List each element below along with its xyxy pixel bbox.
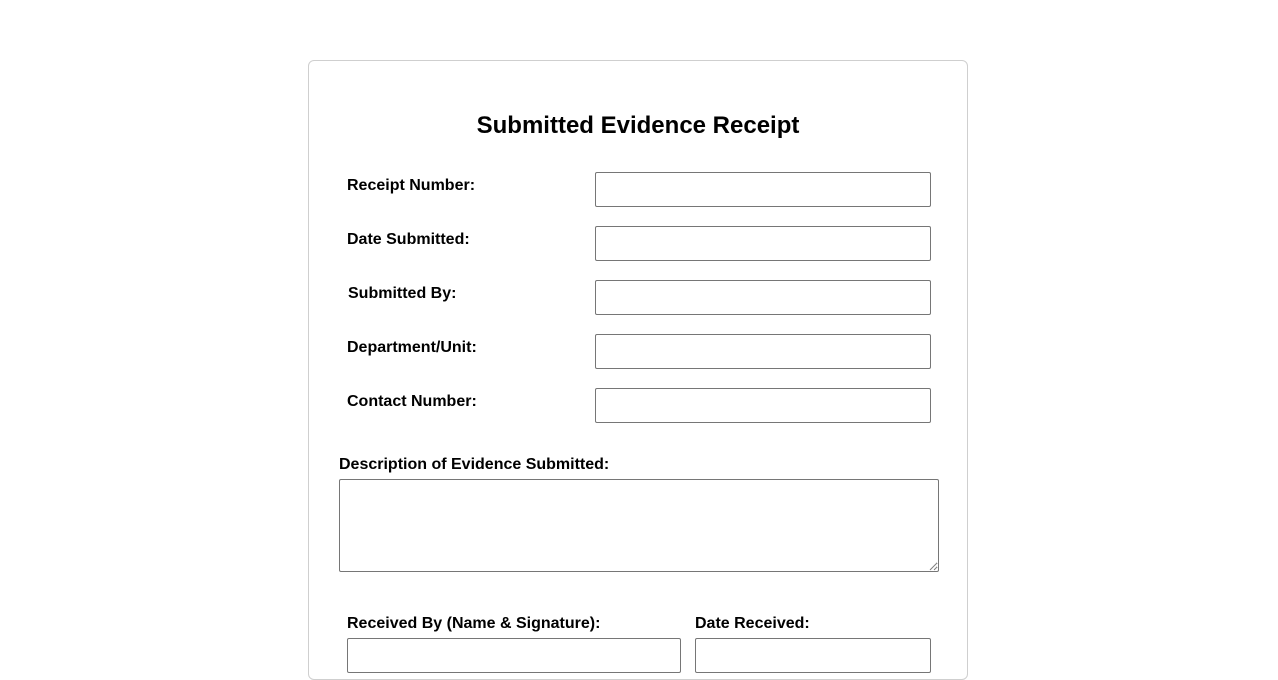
contact-number-label: Contact Number: xyxy=(347,393,477,410)
contact-number-input[interactable] xyxy=(595,388,931,423)
description-label: Description of Evidence Submitted: xyxy=(339,456,610,473)
submitted-by-input[interactable] xyxy=(595,280,931,315)
evidence-receipt-form xyxy=(308,60,968,680)
description-textarea[interactable] xyxy=(339,479,939,572)
date-submitted-input[interactable] xyxy=(595,226,931,261)
received-by-label: Received By (Name & Signature): xyxy=(347,615,601,632)
department-unit-label: Department/Unit: xyxy=(347,339,477,356)
submitted-by-label: Submitted By: xyxy=(348,285,457,302)
received-by-input[interactable] xyxy=(347,638,681,673)
form-title: Submitted Evidence Receipt xyxy=(476,112,800,139)
receipt-number-input[interactable] xyxy=(595,172,931,207)
receipt-number-label: Receipt Number: xyxy=(347,177,476,194)
date-submitted-label: Date Submitted: xyxy=(347,231,470,248)
date-received-label: Date Received: xyxy=(695,615,810,632)
description-wrapper xyxy=(339,479,939,572)
date-received-input[interactable] xyxy=(695,638,931,673)
department-unit-input[interactable] xyxy=(595,334,931,369)
